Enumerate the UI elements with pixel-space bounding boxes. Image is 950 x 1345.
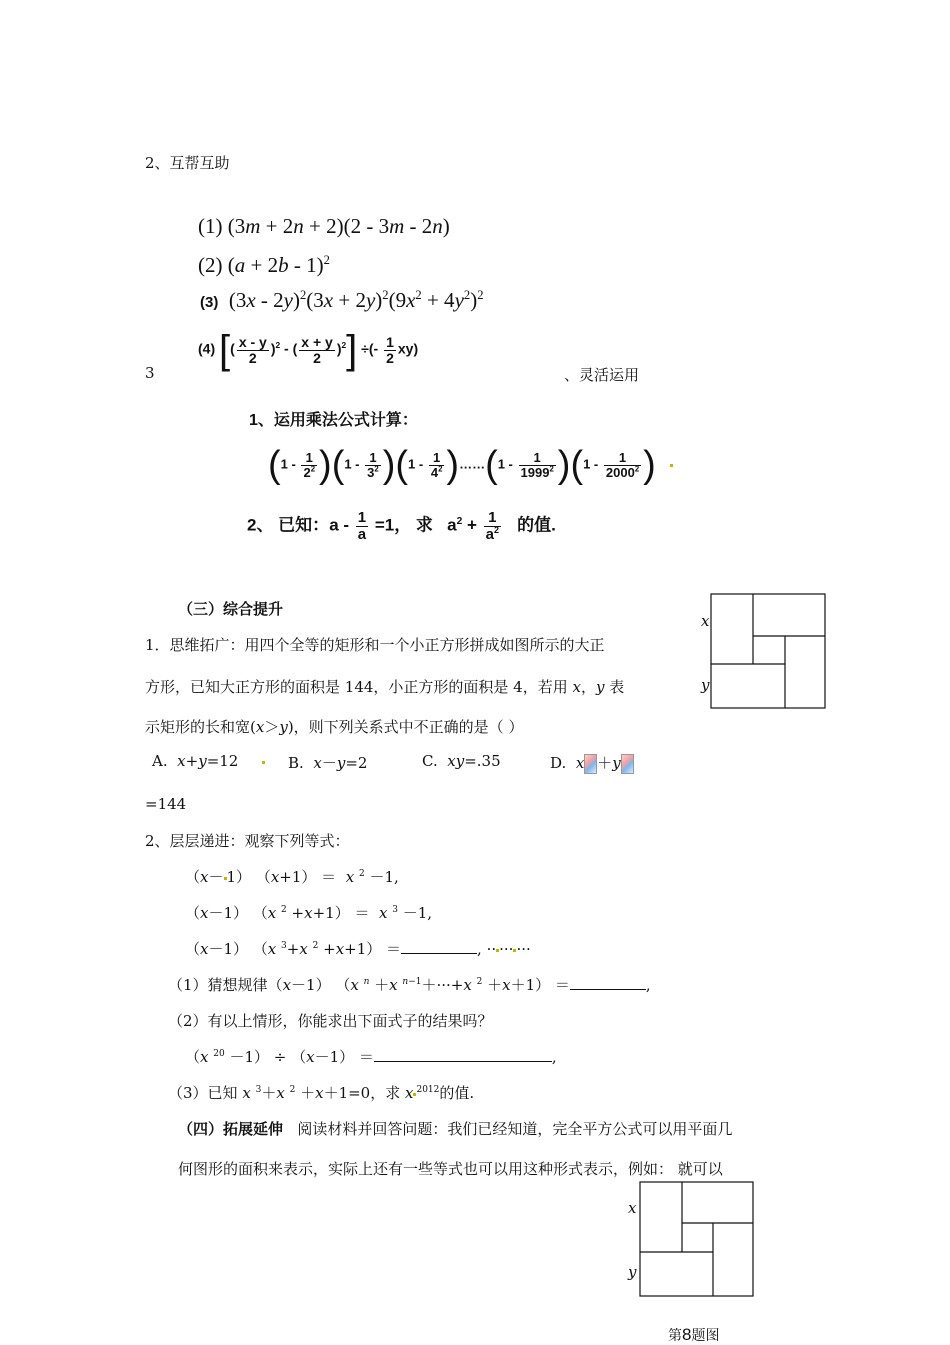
part3-q2-sub1: （1）猜想规律（x－1） （x $^n$ ＋x $^{n-1}$＋···+x $^2$ ＋x＋1） ＝ , (168, 976, 651, 994)
part3-q2-title: 2、层层递进：观察下列等式： (145, 832, 350, 850)
rectangle-figure-1 (700, 592, 830, 712)
problem-3-label: (3) (200, 294, 219, 311)
broken-image-icon (621, 754, 634, 774)
part3-q1-line3: 示矩形的长和宽(x＞y)，则下列关系式中不正确的是（ ） (145, 718, 524, 736)
broken-image-icon (584, 754, 597, 774)
q1-line3-text: 示矩形的长和宽( (145, 718, 256, 736)
problem-3: (3) $(3x - 2y)^2(3x + 2y)^2(9x^2 + 4y^2)^2$ (200, 288, 484, 312)
problem-2-label: (2) (198, 253, 223, 277)
product-expression: (1 - $\frac{1}{2^2}$ )(1 - $\frac{1}{3^2}$ )(1 - $\frac{1}{4^2}$ )……(1 - $\frac{1}{1999^2}$ )(1 - $\frac{1}{2000^2}$ ) (268, 446, 673, 484)
caption-number: 8 (682, 1325, 692, 1344)
figure1-y-label: y (701, 676, 710, 694)
q1-line3b-text: )，则下列关系式中不正确的是（ ） (287, 718, 524, 736)
part3-q1-line2: 方形，已知大正方形的面积是 144，小正方形的面积是 4，若用 x，y 表 (145, 678, 625, 696)
q1-line2-text: 方形，已知大正方形的面积是 144，小正方形的面积是 4，若用 (145, 678, 568, 696)
option-d-tail: =144 (145, 795, 187, 813)
problem-4: (4) [( $\frac{x - y}{2}$ )$^2$ - ( $\frac{x + y}{2}$ )$^2$] ÷(- $\frac{1}{2}$ xy) (198, 328, 419, 372)
part3-q1-line1: 1．思维拓广：用四个全等的矩形和一个小正方形拼成如图所示的大正 (145, 636, 605, 654)
part3-q2-sub2-expr: （x $^{20}$ －1） ÷ （x－1） ＝ , (185, 1048, 557, 1066)
figure2-x-label: x (628, 1199, 637, 1217)
q2-mid: =1， 求 (374, 515, 433, 535)
part3-heading: （三）综合提升 (178, 601, 284, 618)
part4-line2: 何图形的面积来表示，实际上还有一些等式也可以用这种形式表示，例如： 就可以 (178, 1160, 723, 1178)
part3-q2-sub3: （3）已知 x $^3$＋x $^2$ ＋x＋1=0，求 x $^{2012}$的值. (168, 1084, 475, 1102)
option-a[interactable]: A. x+y=12 (152, 752, 265, 770)
figure2-y-label: y (628, 1263, 637, 1281)
problem-1-label: (1) (198, 214, 223, 238)
equation-2: （x－1） （x $^2$ +x+1） ＝ x $^3$ －1, (185, 904, 433, 922)
equation-3: （x－1） （x $^3$+x $^2$ +x+1） ＝ , ·· ··· ··· (185, 940, 531, 958)
rectangle-figure-2 (628, 1178, 758, 1300)
section-title-flexible-use: 、灵活运用 (564, 366, 640, 384)
part3-q2-sub2: （2）有以上情形，你能求出下面式子的结果吗？ (168, 1012, 493, 1030)
option-b-label: B. (288, 754, 304, 772)
sub3-suffix: 的值. (439, 1084, 475, 1102)
option-d[interactable]: D. x ＋y (550, 752, 634, 774)
section-title-mutual-help: 2、互帮互助 (145, 154, 230, 172)
problem-2: (2) $(a + 2b - 1)^2$ (198, 253, 330, 277)
sub3-prefix: （3）已知 (168, 1084, 238, 1102)
part4-line1 (178, 1118, 732, 1139)
problem-1: (1) (3m + 2n + 2)(2 - 3m - 2n) (198, 214, 450, 238)
option-c[interactable]: C. xy=.35 (422, 752, 501, 770)
figure1-x-label: x (701, 612, 710, 630)
flex-question-1: 1、运用乘法公式计算： (249, 412, 418, 429)
part4-text1: 阅读材料并回答问题：我们已经知道，完全平方公式可以用平面几 (297, 1120, 733, 1138)
option-a-label: A. (152, 752, 168, 770)
caption-pre: 第 (668, 1328, 682, 1344)
option-b[interactable]: B. x－y=2 (288, 754, 368, 772)
figure-caption (668, 1325, 719, 1345)
sub1-label: （1）猜想规律 (168, 976, 268, 994)
q2-suffix: 的值. (517, 515, 556, 535)
caption-post: 题图 (691, 1328, 720, 1344)
flex-question-2: 2、 已知：a - $\frac{1}{a}$ =1， 求 $a^2$ + $\frac{1}{a^2}$ 的值. (247, 509, 556, 543)
option-d-label: D. (550, 754, 567, 772)
part4-heading: （四）拓展延伸 (178, 1121, 284, 1138)
problem-4-label: (4) (198, 340, 216, 357)
q2-prefix: 2、 已知： (247, 515, 330, 535)
option-c-label: C. (422, 752, 438, 770)
equation-1: （x－ 1） （x+1） ＝ x $^2$ －1, (185, 868, 399, 886)
section-3-number: 3 (145, 364, 155, 382)
